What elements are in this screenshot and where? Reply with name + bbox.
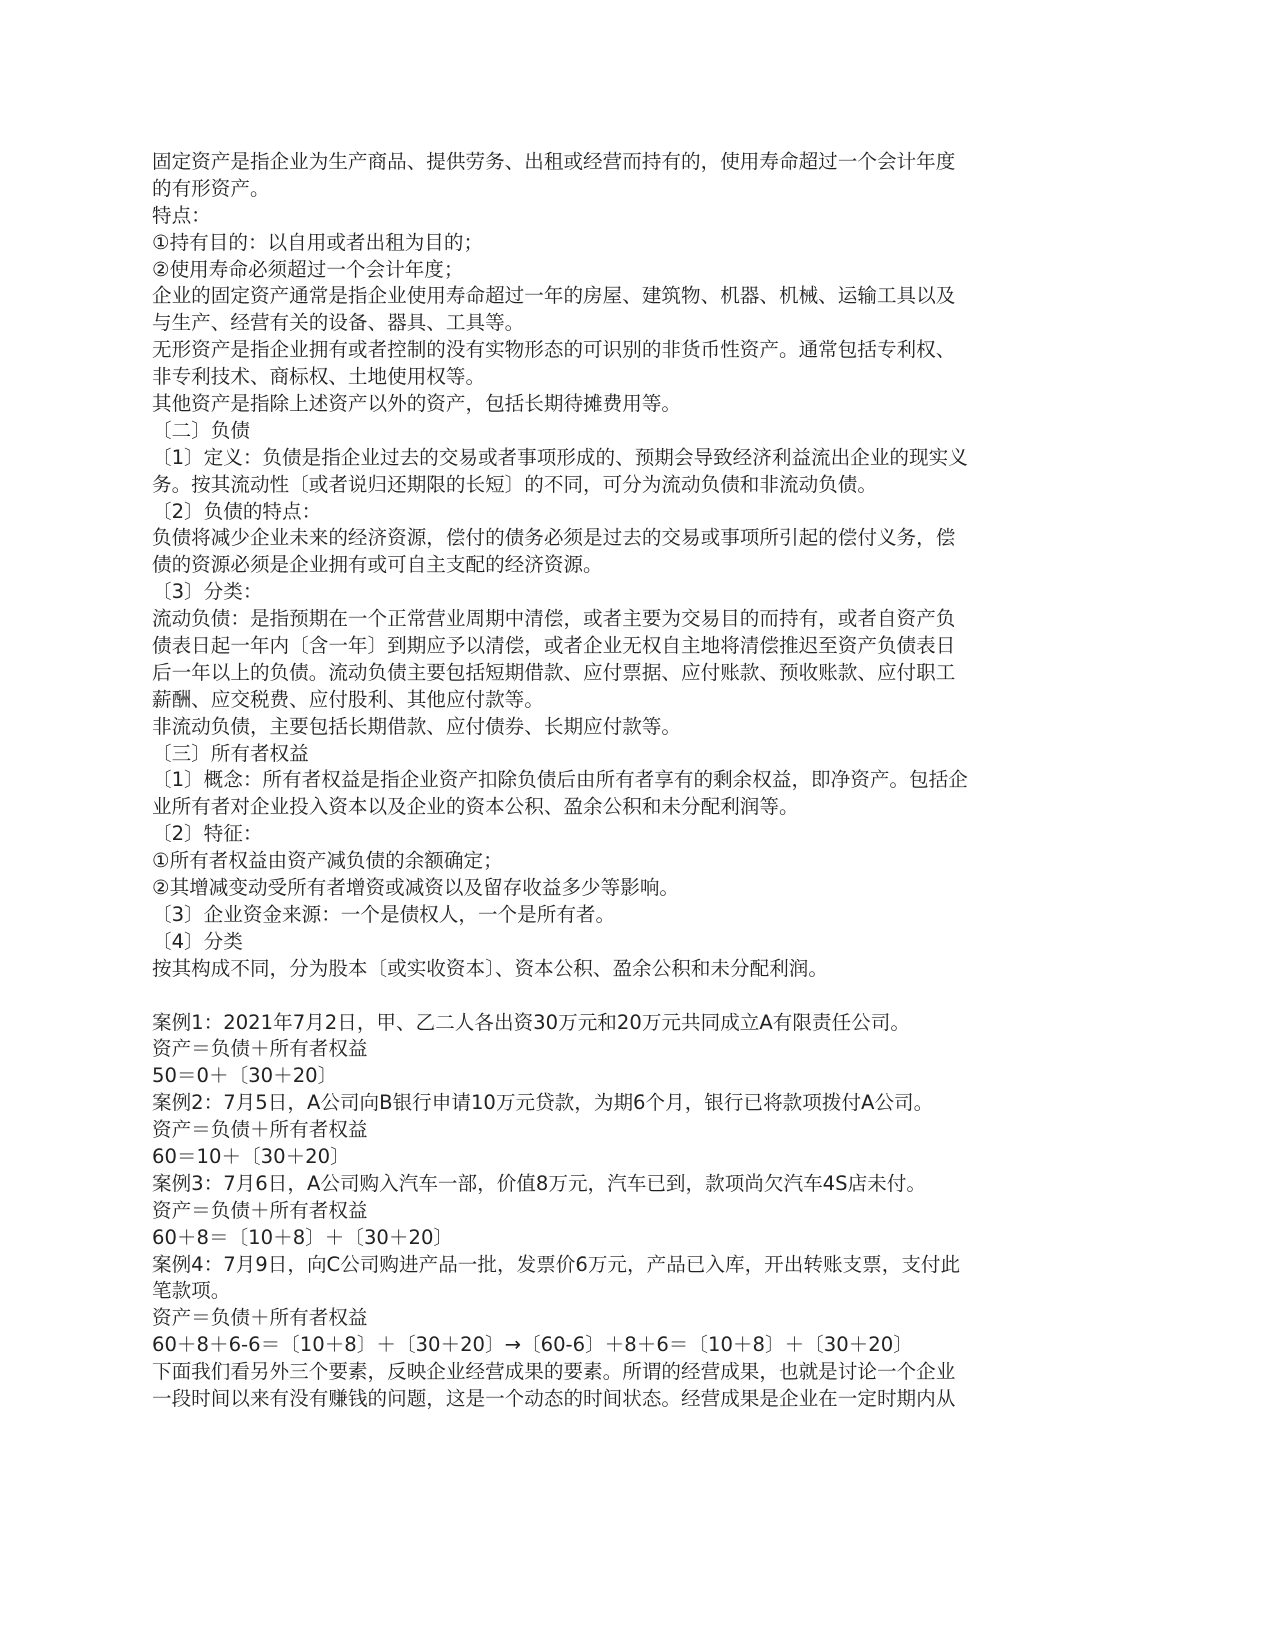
text-line: 特点： (152, 203, 211, 227)
text-line: 流动负债：是指预期在一个正常营业周期中清偿，或者主要为交易目的而持有，或者自资产负 (152, 607, 956, 631)
text-line: 薪酬、应交税费、应付股利、其他应付款等。 (152, 687, 544, 711)
text-line: 〔1〕定义：负债是指企业过去的交易或者事项形成的、预期会导致经济利益流出企业的现实义 (152, 445, 968, 469)
equation-line: 50＝0＋〔30＋20〕 (152, 1064, 338, 1088)
equation-line: 资产＝负债＋所有者权益 (152, 1306, 368, 1330)
text-line: 后一年以上的负债。流动负债主要包括短期借款、应付票据、应付账款、预收账款、应付职工 (152, 660, 956, 684)
text-line: 〔1〕概念：所有者权益是指企业资产扣除负债后由所有者享有的剩余权益，即净资产。包括企 (152, 768, 968, 792)
text-line: 按其构成不同，分为股本〔或实收资本〕、资本公积、盈余公积和未分配利润。 (152, 956, 828, 980)
case-line: 笔款项。 (152, 1279, 231, 1303)
text-line: 〔3〕企业资金来源：一个是债权人，一个是所有者。 (152, 902, 616, 926)
text-line: 负债将减少企业未来的经济资源，偿付的债务必须是过去的交易或事项所引起的偿付义务，偿 (152, 526, 956, 550)
case-line: 案例4：7月9日，向C公司购进产品一批，发票价6万元，产品已入库，开出转账支票，支付此 (152, 1252, 961, 1276)
text-line: 〔2〕特征： (152, 822, 263, 846)
case-line: 案例1：2021年7月2日，甲、乙二人各出资30万元和20万元共同成立A有限责任公司。 (152, 1010, 910, 1034)
text-line: 〔4〕分类 (152, 929, 243, 953)
equation-line: 资产＝负债＋所有者权益 (152, 1037, 368, 1061)
document-body (152, 149, 1062, 1413)
case-line: 案例2：7月5日，A公司向B银行申请10万元贷款，为期6个月，银行已将款项拨付A公司。 (152, 1091, 934, 1115)
equation-line: 60＋8＋6-6＝〔10＋8〕＋〔30＋20〕→〔60-6〕＋8＋6＝〔10＋8〕＋〔30＋20〕 (152, 1333, 913, 1357)
text-line: 〔2〕负债的特点： (152, 499, 322, 523)
text-line: 与生产、经营有关的设备、器具、工具等。 (152, 311, 525, 335)
text-line: 〔3〕分类： (152, 580, 263, 604)
text-line: ②使用寿命必须超过一个会计年度； (152, 257, 464, 281)
text-line: 无形资产是指企业拥有或者控制的没有实物形态的可识别的非货币性资产。通常包括专利权、 (152, 338, 956, 362)
text-line: 务。按其流动性〔或者说归还期限的长短〕的不同，可分为流动负债和非流动负债。 (152, 472, 877, 496)
text-line: 非流动负债，主要包括长期借款、应付债券、长期应付款等。 (152, 714, 682, 738)
section-heading: 〔二〕负债 (152, 418, 250, 442)
case-line: 案例3：7月6日，A公司购入汽车一部，价值8万元，汽车已到，款项尚欠汽车4S店未付。 (152, 1171, 926, 1195)
text-line: ②其增减变动受所有者增资或减资以及留存收益多少等影响。 (152, 876, 680, 900)
section-heading: 〔三〕所有者权益 (152, 741, 309, 765)
text-line: ①持有目的：以自用或者出租为目的； (152, 230, 484, 254)
text-line: 债表日起一年内〔含一年〕到期应予以清偿，或者企业无权自主地将清偿推迟至资产负债表日 (152, 634, 956, 658)
equation-line: 资产＝负债＋所有者权益 (152, 1118, 368, 1142)
text-line: 一段时间以来有没有赚钱的问题，这是一个动态的时间状态。经营成果是企业在一定时期内从 (152, 1386, 956, 1410)
text-line: 下面我们看另外三个要素，反映企业经营成果的要素。所谓的经营成果，也就是讨论一个企业 (152, 1360, 956, 1384)
text-line: ①所有者权益由资产减负债的余额确定； (152, 849, 503, 873)
equation-line: 60＋8＝〔10＋8〕＋〔30＋20〕 (152, 1225, 454, 1249)
text-line: 的有形资产。 (152, 176, 270, 200)
text-line: 债的资源必须是企业拥有或可自主支配的经济资源。 (152, 553, 603, 577)
text-line: 非专利技术、商标权、土地使用权等。 (152, 365, 486, 389)
equation-line: 资产＝负债＋所有者权益 (152, 1198, 368, 1222)
blank-line (152, 983, 1062, 1010)
text-line: 其他资产是指除上述资产以外的资产，包括长期待摊费用等。 (152, 392, 682, 416)
text-line: 业所有者对企业投入资本以及企业的资本公积、盈余公积和未分配利润等。 (152, 795, 799, 819)
text-line: 企业的固定资产通常是指企业使用寿命超过一年的房屋、建筑物、机器、机械、运输工具以及 (152, 284, 956, 308)
equation-line: 60＝10＋〔30＋20〕 (152, 1144, 350, 1168)
text-line: 固定资产是指企业为生产商品、提供劳务、出租或经营而持有的，使用寿命超过一个会计年度 (152, 150, 956, 173)
